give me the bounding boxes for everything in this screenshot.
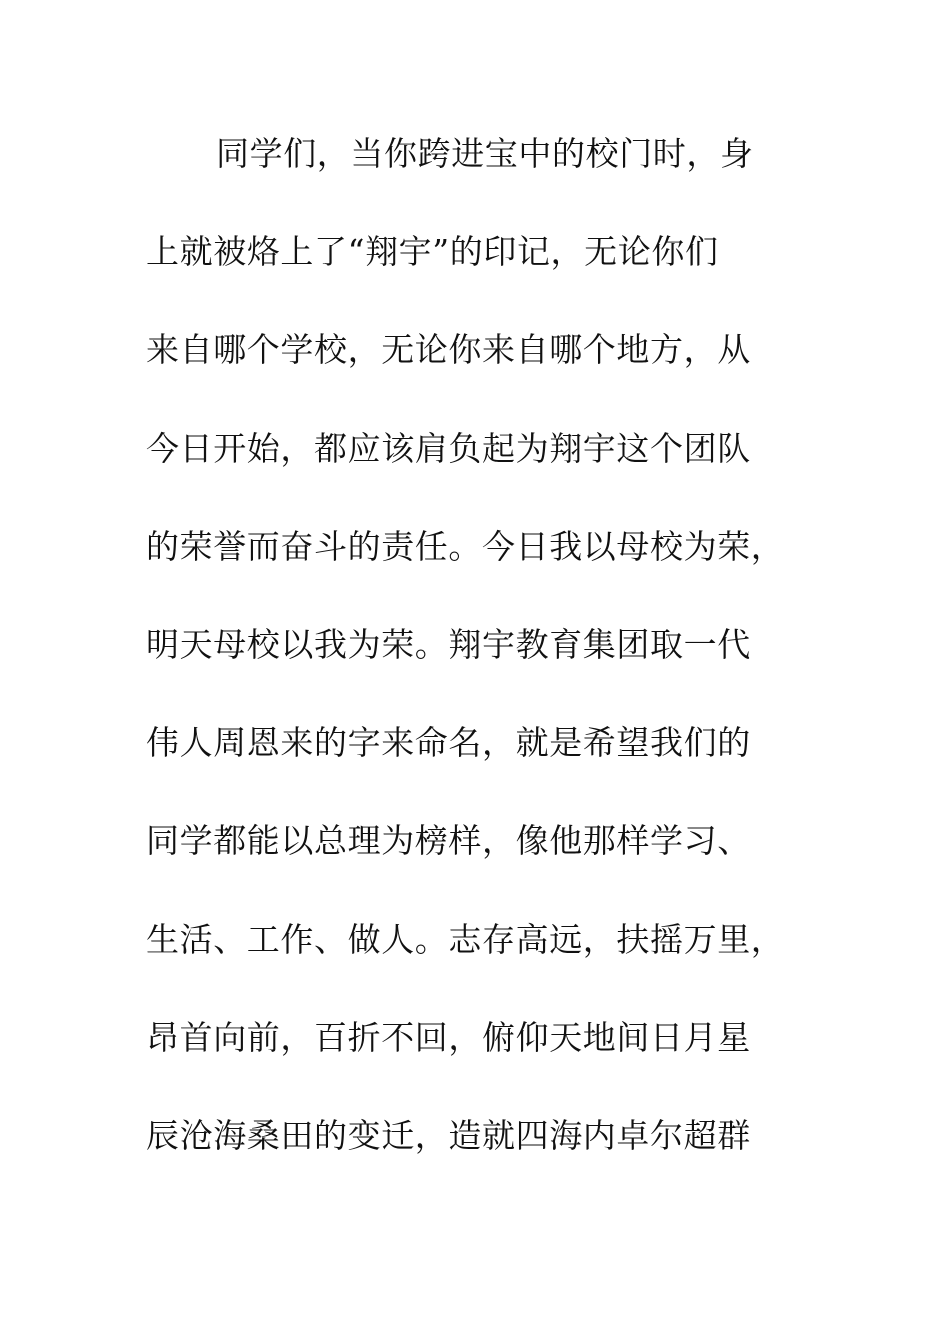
body-paragraph xyxy=(146,128,806,1208)
text-line: 同学都能以总理为榜样，像他那样学习、 xyxy=(146,821,751,861)
text-line: 昂首向前，百折不回，俯仰天地间日月星 xyxy=(146,1017,751,1057)
text-line: 明天母校以我为荣。翔宇教育集团取一代 xyxy=(146,624,751,664)
text-line: 生活、工作、做人。志存高远，扶摇万里， xyxy=(146,919,785,959)
text-line: 今日开始，都应该肩负起为翔宇这个团队 xyxy=(146,428,751,468)
text-line: 同学们，当你跨进宝中的校门时，身 xyxy=(216,134,754,173)
text-line: 伟人周恩来的字来命名，就是希望我们的 xyxy=(146,723,751,763)
text-line: 上就被烙上了“翔宇”的印记，无论你们 xyxy=(146,232,719,272)
text-line: 来自哪个学校，无论你来自哪个地方，从 xyxy=(146,330,751,370)
text-line: 的荣誉而奋斗的责任。今日我以母校为荣， xyxy=(146,526,785,566)
text-line: 辰沧海桑田的变迁，造就四海内卓尔超群 xyxy=(146,1115,751,1155)
